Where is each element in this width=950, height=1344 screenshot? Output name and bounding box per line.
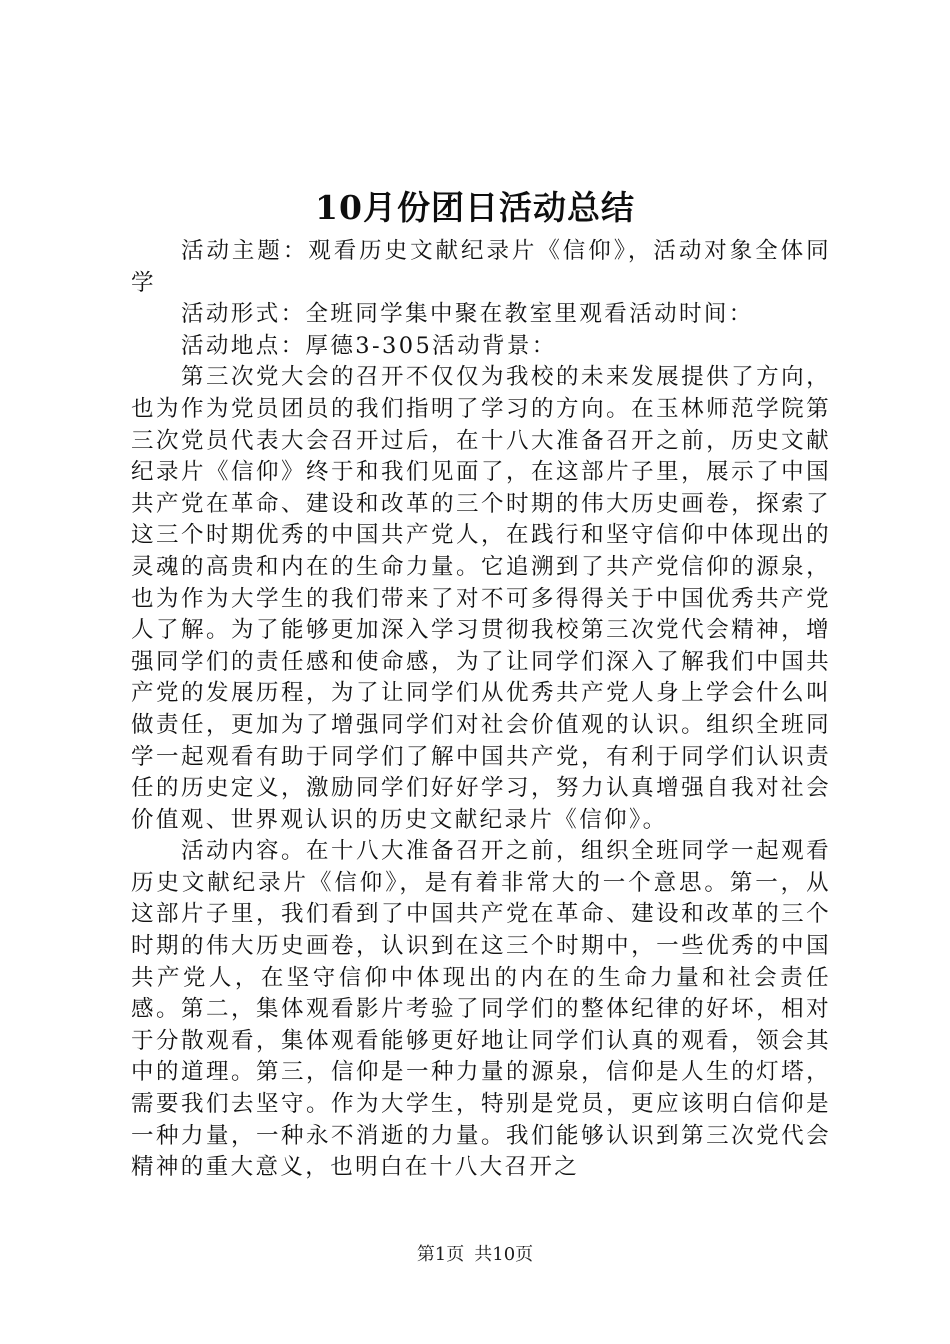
paragraph-theme: 活动主题：观看历史文献纪录片《信仰》，活动对象全体同学	[131, 238, 831, 296]
paragraph-format: 活动形式：全班同学集中聚在教室里观看活动时间：	[181, 301, 754, 328]
page-number-current: 第1页	[416, 1244, 465, 1265]
paragraph-background: 第三次党大会的召开不仅仅为我校的未来发展提供了方向，也为作为党员团员的我们指明了学习的方向。在玉林师范学院第三次党员代表大会召开过后，在十八大准备召开之前，历史文献纪录片《信仰》终于和我们见面了，在这部片子里，展示了中国共产党在革命、建设和改革的三个时期的伟大历史画卷，探索了这三个时期优秀的中国共产党人，在践行和坚守信仰中体现出的灵魂的高贵和内在的生命力量。它追溯到了共产党信仰的源泉，也为作为大学生的我们带来了对不可多得得关于中国优秀共产党人了解。为了能够更加深入学习贯彻我校第三次党代会精神，增强同学们的责任感和使命感，为了让同学们深入了解我们中国共产党的发展历程，为了让同学们从优秀共产党人身上学会什么叫做责任，更加为了增强同学们对社会价值观的认识。组织全班同学一起观看有助于同学们了解中国共产党，有利于同学们认识责任的历史定义，激励同学们好好学习，努力认真增强自我对社会价值观、世界观认识的历史文献纪录片《信仰》。	[131, 364, 831, 833]
page-footer	[0, 1243, 950, 1267]
document-title: 10月份团日活动总结	[315, 188, 635, 227]
paragraph-content: 活动内容。在十八大准备召开之前，组织全班同学一起观看历史文献纪录片《信仰》，是有着非常大的一个意思。第一，从这部片子里，我们看到了中国共产党在革命、建设和改革的三个时期的伟大历史画卷，认识到在这三个时期中，一些优秀的中国共产党人，在坚守信仰中体现出的内在的生命力量和社会责任感。第二，集体观看影片考验了同学们的整体纪律的好坏，相对于分散观看，集体观看能够更好地让同学们认真的观看，领会其中的道理。第三，信仰是一种力量的源泉，信仰是人生的灯塔，需要我们去坚守。作为大学生，特别是党员，更应该明白信仰是一种力量，一种永不消逝的力量。我们能够认识到第三次党代会精神的重大意义，也明白在十八大召开之	[131, 838, 831, 1181]
paragraph-location: 活动地点：厚德3-305活动背景：	[181, 332, 557, 359]
page-number-total: 共10页	[474, 1244, 534, 1265]
document-body	[131, 236, 831, 1184]
